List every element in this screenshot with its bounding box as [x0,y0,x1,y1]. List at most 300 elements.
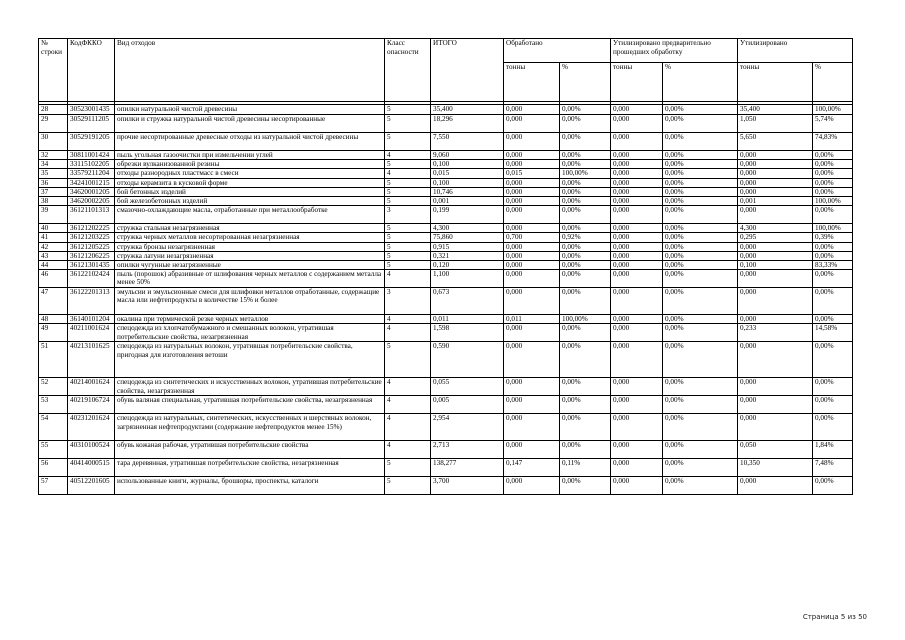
cell-processed-tons: 0,000 [504,133,560,151]
header-pretreated-pct: % [663,63,738,102]
cell-utilized-pct: 0,00% [813,378,853,396]
cell-pretreated-pct: 0,00% [663,160,738,169]
cell-processed-tons: 0,000 [504,224,560,233]
cell-pretreated-tons: 0,000 [611,288,663,315]
cell-hazard-class: 5 [385,233,431,242]
cell-utilized-tons: 0,000 [738,151,813,160]
cell-row-number: 40 [39,224,68,233]
cell-utilized-tons: 10,350 [738,459,813,477]
cell-utilized-tons: 0,000 [738,477,813,495]
cell-processed-pct: 0,00% [560,224,611,233]
cell-utilized-pct: 0,00% [813,187,853,196]
cell-pretreated-pct: 0,00% [663,288,738,315]
cell-processed-pct: 0,00% [560,242,611,251]
cell-processed-pct: 0,00% [560,105,611,115]
cell-processed-pct: 0,00% [560,178,611,187]
cell-total: 0,120 [431,261,504,270]
cell-processed-tons: 0,000 [504,242,560,251]
cell-hazard-class: 5 [385,224,431,233]
table-row [39,233,853,242]
cell-fkko-code: 36121101313 [68,206,115,224]
cell-pretreated-pct: 0,00% [663,133,738,151]
cell-fkko-code: 36121206225 [68,251,115,260]
cell-fkko-code: 30529111205 [68,115,115,133]
cell-processed-pct: 0,00% [560,324,611,342]
cell-hazard-class: 5 [385,197,431,206]
cell-utilized-tons: 0,000 [738,160,813,169]
cell-hazard-class: 3 [385,288,431,315]
cell-utilized-pct: 0,00% [813,169,853,178]
cell-processed-pct: 0,00% [560,288,611,315]
cell-total: 0,100 [431,178,504,187]
cell-pretreated-tons: 0,000 [611,197,663,206]
cell-pretreated-pct: 0,00% [663,378,738,396]
cell-utilized-pct: 74,83% [813,133,853,151]
header-hazard-class: Класс опасности [385,39,431,102]
cell-processed-tons: 0,000 [504,342,560,378]
cell-waste-type: пыль угольная газоочистки при измельчении углей [115,151,385,160]
cell-processed-pct: 0,00% [560,342,611,378]
cell-total: 1,598 [431,324,504,342]
cell-pretreated-pct: 0,00% [663,115,738,133]
cell-pretreated-tons: 0,000 [611,342,663,378]
cell-hazard-class: 5 [385,187,431,196]
cell-processed-tons: 0,000 [504,206,560,224]
cell-utilized-pct: 0,00% [813,342,853,378]
cell-processed-pct: 100,00% [560,315,611,324]
cell-processed-pct: 0,00% [560,251,611,260]
cell-hazard-class: 5 [385,178,431,187]
cell-processed-pct: 0,00% [560,477,611,495]
cell-fkko-code: 33579211204 [68,169,115,178]
cell-processed-pct: 0,00% [560,414,611,441]
cell-total: 0,055 [431,378,504,396]
cell-utilized-tons: 0,001 [738,197,813,206]
cell-utilized-pct: 0,00% [813,477,853,495]
cell-row-number: 32 [39,151,68,160]
header-utilized-pct: % [813,63,853,102]
cell-row-number: 41 [39,233,68,242]
cell-waste-type: эмульсии и эмульсионные смеси для шлифовки металлов отработанные, содержащие масла или нефтепродукты в количестве 15% и более [115,288,385,315]
cell-waste-type: спецодежда из натуральных волокон, утратившая потребительские свойства, пригодная для изготовления ветоши [115,342,385,378]
waste-report-table [38,38,853,495]
header-processed: Обработано [504,39,611,63]
cell-processed-pct: 0,00% [560,378,611,396]
cell-utilized-pct: 7,48% [813,459,853,477]
cell-processed-tons: 0,000 [504,261,560,270]
cell-pretreated-tons: 0,000 [611,441,663,459]
cell-fkko-code: 36121203225 [68,233,115,242]
cell-utilized-pct: 0,00% [813,160,853,169]
cell-row-number: 39 [39,206,68,224]
cell-row-number: 52 [39,378,68,396]
cell-processed-tons: 0,147 [504,459,560,477]
cell-processed-tons: 0,015 [504,169,560,178]
cell-processed-tons: 0,011 [504,315,560,324]
table-row [39,477,853,495]
cell-processed-pct: 0,00% [560,270,611,288]
cell-row-number: 37 [39,187,68,196]
cell-hazard-class: 5 [385,242,431,251]
cell-pretreated-tons: 0,000 [611,414,663,441]
cell-hazard-class: 4 [385,151,431,160]
cell-pretreated-pct: 0,00% [663,105,738,115]
cell-row-number: 42 [39,242,68,251]
cell-processed-tons: 0,000 [504,414,560,441]
cell-utilized-pct: 0,00% [813,151,853,160]
table-row [39,169,853,178]
cell-fkko-code: 36122201313 [68,288,115,315]
cell-hazard-class: 3 [385,206,431,224]
cell-fkko-code: 30523001435 [68,105,115,115]
cell-pretreated-pct: 0,00% [663,197,738,206]
table-row [39,270,853,288]
cell-total: 0,590 [431,342,504,378]
cell-pretreated-tons: 0,000 [611,477,663,495]
cell-waste-type: бой бетонных изделий [115,187,385,196]
cell-processed-pct: 0,00% [560,261,611,270]
cell-utilized-pct: 0,00% [813,242,853,251]
cell-total: 0,015 [431,169,504,178]
header-pretreated-utilized: Утилизировано предварительно прошедших обработку [611,39,738,63]
cell-fkko-code: 34241001215 [68,178,115,187]
cell-waste-type: бой железобетонных изделий [115,197,385,206]
cell-utilized-pct: 5,74% [813,115,853,133]
table-row [39,224,853,233]
cell-total: 2,713 [431,441,504,459]
cell-utilized-pct: 14,58% [813,324,853,342]
table-row [39,315,853,324]
cell-hazard-class: 4 [385,270,431,288]
cell-pretreated-pct: 0,00% [663,477,738,495]
cell-pretreated-pct: 0,00% [663,414,738,441]
cell-utilized-pct: 0,00% [813,178,853,187]
cell-processed-pct: 100,00% [560,169,611,178]
cell-row-number: 28 [39,105,68,115]
cell-pretreated-tons: 0,000 [611,160,663,169]
cell-total: 0,199 [431,206,504,224]
cell-row-number: 53 [39,396,68,414]
table-row [39,261,853,270]
cell-processed-tons: 0,000 [504,151,560,160]
cell-pretreated-tons: 0,000 [611,187,663,196]
cell-utilized-tons: 0,000 [738,378,813,396]
cell-processed-tons: 0,000 [504,378,560,396]
cell-fkko-code: 36121205225 [68,242,115,251]
cell-pretreated-pct: 0,00% [663,169,738,178]
cell-waste-type: пыль (порошок) абразивные от шлифования черных металлов с содержанием металла менее 50% [115,270,385,288]
cell-row-number: 30 [39,133,68,151]
header-total: ИТОГО [431,39,504,102]
cell-utilized-tons: 0,000 [738,342,813,378]
cell-total: 0,011 [431,315,504,324]
cell-utilized-pct: 0,00% [813,396,853,414]
cell-fkko-code: 40213101625 [68,342,115,378]
cell-total: 10,746 [431,187,504,196]
cell-processed-pct: 0,00% [560,396,611,414]
cell-total: 9,060 [431,151,504,160]
cell-utilized-pct: 100,00% [813,105,853,115]
cell-row-number: 43 [39,251,68,260]
cell-processed-tons: 0,000 [504,441,560,459]
cell-total: 18,296 [431,115,504,133]
cell-row-number: 56 [39,459,68,477]
cell-utilized-tons: 0,000 [738,178,813,187]
cell-row-number: 38 [39,197,68,206]
table-row [39,396,853,414]
cell-row-number: 48 [39,315,68,324]
cell-pretreated-tons: 0,000 [611,459,663,477]
cell-processed-pct: 0,00% [560,187,611,196]
cell-processed-tons: 0,700 [504,233,560,242]
cell-processed-tons: 0,000 [504,160,560,169]
cell-total: 4,300 [431,224,504,233]
cell-pretreated-tons: 0,000 [611,378,663,396]
cell-pretreated-tons: 0,000 [611,396,663,414]
cell-processed-pct: 0,00% [560,206,611,224]
cell-waste-type: спецодежда из натуральных, синтетических, искусственных и шерстяных волокон, загрязненная нефтепродуктами (содержание нефтепродуктов менее 15%) [115,414,385,441]
cell-waste-type: обрезки вулканизованной резины [115,160,385,169]
header-waste-type: Вид отходов [115,39,385,102]
cell-waste-type: смазочно-охлаждающие масла, отработанные при металлообработке [115,206,385,224]
cell-utilized-tons: 0,100 [738,261,813,270]
cell-pretreated-tons: 0,000 [611,324,663,342]
cell-hazard-class: 5 [385,477,431,495]
cell-pretreated-tons: 0,000 [611,242,663,251]
cell-hazard-class: 4 [385,315,431,324]
cell-waste-type: опилки чугунные незагрязненные [115,261,385,270]
cell-row-number: 34 [39,160,68,169]
cell-pretreated-pct: 0,00% [663,178,738,187]
cell-processed-pct: 0,00% [560,197,611,206]
cell-pretreated-tons: 0,000 [611,251,663,260]
cell-total: 1,100 [431,270,504,288]
cell-row-number: 35 [39,169,68,178]
cell-pretreated-tons: 0,000 [611,133,663,151]
cell-hazard-class: 5 [385,251,431,260]
cell-utilized-tons: 0,000 [738,169,813,178]
cell-pretreated-pct: 0,00% [663,342,738,378]
cell-waste-type: окалина при термической резке черных металлов [115,315,385,324]
cell-utilized-tons: 0,000 [738,288,813,315]
cell-utilized-tons: 5,650 [738,133,813,151]
cell-utilized-pct: 0,00% [813,414,853,441]
cell-pretreated-tons: 0,000 [611,206,663,224]
cell-pretreated-tons: 0,000 [611,105,663,115]
header-fkko-code: КодФККО [68,39,115,102]
cell-total: 35,400 [431,105,504,115]
table-row [39,151,853,160]
table-row [39,441,853,459]
cell-fkko-code: 40219106724 [68,396,115,414]
cell-processed-tons: 0,000 [504,324,560,342]
cell-fkko-code: 40512201605 [68,477,115,495]
cell-pretreated-tons: 0,000 [611,224,663,233]
cell-pretreated-tons: 0,000 [611,270,663,288]
cell-fkko-code: 36122102424 [68,270,115,288]
cell-total: 0,915 [431,242,504,251]
cell-utilized-tons: 0,050 [738,441,813,459]
cell-utilized-pct: 0,00% [813,288,853,315]
cell-processed-pct: 0,00% [560,160,611,169]
cell-row-number: 55 [39,441,68,459]
cell-fkko-code: 34620001205 [68,187,115,196]
cell-fkko-code: 40231201624 [68,414,115,441]
cell-row-number: 47 [39,288,68,315]
cell-waste-type: обувь кожаная рабочая, утратившая потребительские свойства [115,441,385,459]
cell-utilized-tons: 0,295 [738,233,813,242]
cell-fkko-code: 40211001624 [68,324,115,342]
table-row [39,115,853,133]
cell-waste-type: отходы разнородных пластмасс в смеси [115,169,385,178]
cell-waste-type: опилки и стружка натуральной чистой древесины несортированные [115,115,385,133]
cell-utilized-pct: 0,00% [813,251,853,260]
cell-waste-type: обувь валяная специальная, утратившая потребительские свойства, незагрязненная [115,396,385,414]
cell-pretreated-pct: 0,00% [663,251,738,260]
cell-utilized-pct: 0,39% [813,233,853,242]
cell-utilized-tons: 0,233 [738,324,813,342]
cell-utilized-tons: 0,000 [738,187,813,196]
header-processed-pct: % [560,63,611,102]
cell-utilized-tons: 0,000 [738,414,813,441]
header-pretreated-tons: тонны [611,63,663,102]
cell-processed-tons: 0,000 [504,178,560,187]
cell-hazard-class: 4 [385,414,431,441]
cell-pretreated-pct: 0,00% [663,315,738,324]
header-row-number: № строки [39,39,68,102]
cell-hazard-class: 4 [385,378,431,396]
cell-waste-type: спецодежда из синтетических и искусственных волокон, утратившая потребительские свойства, незагрязненная [115,378,385,396]
cell-row-number: 46 [39,270,68,288]
cell-fkko-code: 40414000515 [68,459,115,477]
cell-processed-pct: 0,00% [560,441,611,459]
table-row [39,178,853,187]
cell-hazard-class: 5 [385,261,431,270]
cell-processed-tons: 0,000 [504,288,560,315]
cell-hazard-class: 4 [385,324,431,342]
cell-processed-pct: 0,92% [560,233,611,242]
cell-waste-type: опилки натуральной чистой древесины [115,105,385,115]
cell-hazard-class: 5 [385,459,431,477]
table-row [39,242,853,251]
cell-pretreated-tons: 0,000 [611,178,663,187]
cell-row-number: 54 [39,414,68,441]
cell-pretreated-pct: 0,00% [663,187,738,196]
cell-hazard-class: 4 [385,396,431,414]
cell-pretreated-pct: 0,00% [663,270,738,288]
cell-fkko-code: 40214001624 [68,378,115,396]
cell-pretreated-tons: 0,000 [611,233,663,242]
cell-utilized-pct: 0,00% [813,206,853,224]
cell-fkko-code: 40310100524 [68,441,115,459]
cell-total: 2,954 [431,414,504,441]
cell-total: 0,673 [431,288,504,315]
table-row [39,459,853,477]
cell-pretreated-tons: 0,000 [611,151,663,160]
cell-pretreated-pct: 0,00% [663,233,738,242]
cell-row-number: 36 [39,178,68,187]
cell-hazard-class: 5 [385,160,431,169]
cell-total: 75,860 [431,233,504,242]
cell-pretreated-pct: 0,00% [663,324,738,342]
cell-utilized-pct: 100,00% [813,197,853,206]
cell-utilized-tons: 0,000 [738,315,813,324]
cell-hazard-class: 4 [385,169,431,178]
cell-utilized-tons: 0,000 [738,251,813,260]
table-row [39,206,853,224]
page-indicator: Страница 5 из 50 [802,613,867,621]
cell-pretreated-tons: 0,000 [611,169,663,178]
cell-processed-tons: 0,000 [504,270,560,288]
table-row [39,414,853,441]
cell-pretreated-tons: 0,000 [611,315,663,324]
cell-total: 0,321 [431,251,504,260]
cell-processed-pct: 0,11% [560,459,611,477]
cell-fkko-code: 36140101204 [68,315,115,324]
cell-total: 0,001 [431,197,504,206]
cell-row-number: 51 [39,342,68,378]
cell-processed-tons: 0,000 [504,396,560,414]
cell-fkko-code: 30811001424 [68,151,115,160]
cell-hazard-class: 5 [385,133,431,151]
cell-utilized-pct: 83,33% [813,261,853,270]
cell-fkko-code: 36121301435 [68,261,115,270]
table-row [39,324,853,342]
cell-pretreated-pct: 0,00% [663,459,738,477]
cell-utilized-pct: 100,00% [813,224,853,233]
cell-utilized-pct: 0,00% [813,270,853,288]
cell-waste-type: стружка латуни незагрязненная [115,251,385,260]
cell-waste-type: стружка бронзы незагрязненная [115,242,385,251]
cell-utilized-tons: 1,050 [738,115,813,133]
cell-processed-tons: 0,000 [504,187,560,196]
cell-row-number: 57 [39,477,68,495]
table-row [39,187,853,196]
cell-pretreated-pct: 0,00% [663,224,738,233]
cell-waste-type: прочие несортированные древесные отходы из натуральной чистой древесины [115,133,385,151]
cell-utilized-pct: 1,84% [813,441,853,459]
cell-fkko-code: 34620002205 [68,197,115,206]
cell-pretreated-pct: 0,00% [663,261,738,270]
cell-processed-pct: 0,00% [560,151,611,160]
cell-utilized-tons: 35,400 [738,105,813,115]
cell-fkko-code: 33115102205 [68,160,115,169]
cell-processed-pct: 0,00% [560,115,611,133]
cell-row-number: 29 [39,115,68,133]
cell-hazard-class: 4 [385,441,431,459]
cell-pretreated-tons: 0,000 [611,261,663,270]
table-row [39,197,853,206]
cell-row-number: 49 [39,324,68,342]
cell-processed-tons: 0,000 [504,251,560,260]
cell-fkko-code: 36121202225 [68,224,115,233]
cell-total: 0,005 [431,396,504,414]
cell-utilized-tons: 0,000 [738,206,813,224]
cell-row-number: 44 [39,261,68,270]
cell-pretreated-pct: 0,00% [663,206,738,224]
table-row [39,160,853,169]
cell-processed-tons: 0,000 [504,477,560,495]
cell-processed-tons: 0,000 [504,197,560,206]
cell-waste-type: отходы керамзита в кусковой форме [115,178,385,187]
cell-total: 3,700 [431,477,504,495]
cell-waste-type: спецодежда из хлопчатобумажного и смешанных волокон, утратившая потребительские свойства, незагрязненная [115,324,385,342]
table-row [39,342,853,378]
cell-pretreated-pct: 0,00% [663,151,738,160]
header-processed-tons: тонны [504,63,560,102]
cell-pretreated-pct: 0,00% [663,441,738,459]
table-row [39,133,853,151]
